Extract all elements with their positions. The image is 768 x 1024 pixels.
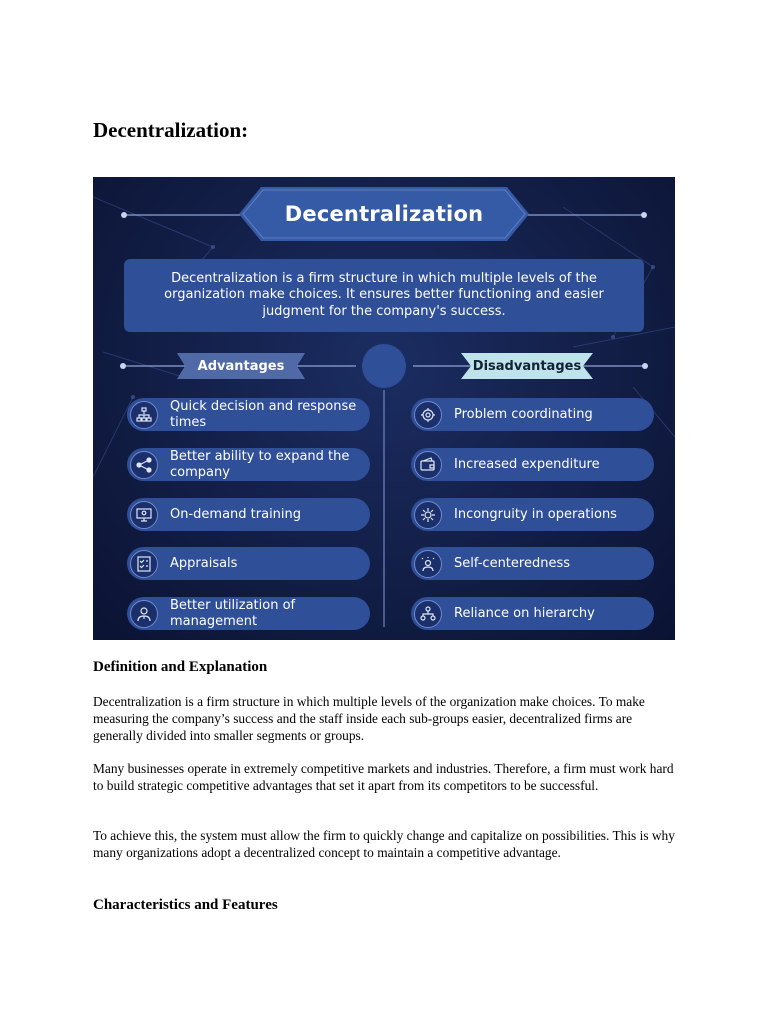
- disadvantage-label: Incongruity in operations: [454, 506, 617, 522]
- network-icon: [130, 451, 158, 479]
- advantages-label: Advantages: [197, 358, 285, 374]
- gear-people-icon: [414, 401, 442, 429]
- manager-icon: [130, 600, 158, 628]
- person-stars-icon: [414, 550, 442, 578]
- cog-icon: [414, 501, 442, 529]
- decentralization-infographic: [93, 177, 675, 640]
- paragraph: Many businesses operate in extremely competitive markets and industries. Therefore, a firm must work hard to build strategic competitive advantages that set it apart from its competitors to be successful.: [93, 761, 674, 793]
- advantage-item: [127, 498, 370, 531]
- checklist-icon: [130, 550, 158, 578]
- infographic-intro: Decentralization is a firm structure in which multiple levels of the organization make choices. It ensures better functioning and easier judgment for the company's success.: [124, 259, 644, 332]
- advantage-item: [127, 398, 370, 431]
- disadvantage-item: [411, 448, 654, 481]
- paragraph: To achieve this, the system must allow the firm to quickly change and capitalize on possibilities. This is why many organizations adopt a decentralized concept to maintain a competitive advantage.: [93, 828, 675, 860]
- disadvantage-item: [411, 498, 654, 531]
- presentation-icon: [130, 501, 158, 529]
- disadvantage-item: [411, 547, 654, 580]
- section-heading: Definition and Explanation: [93, 659, 268, 675]
- org-chart-icon: [414, 600, 442, 628]
- infographic-title: Decentralization: [284, 202, 484, 226]
- hierarchy-icon: [130, 401, 158, 429]
- disadvantage-item: [411, 398, 654, 431]
- wallet-icon: [414, 451, 442, 479]
- document-title: Decentralization:: [93, 118, 249, 142]
- advantage-item: [127, 547, 370, 580]
- disadvantage-label: Problem coordinating: [454, 406, 593, 422]
- advantage-label: Better utilization of management: [170, 597, 296, 629]
- advantage-label: Appraisals: [170, 555, 238, 571]
- advantage-label: Better ability to expand the company: [170, 448, 350, 480]
- disadvantage-label: Increased expenditure: [454, 456, 600, 472]
- paragraph: Decentralization is a firm structure in which multiple levels of the organization make choices. To make measuring the company’s success and the staff inside each sub-groups easier, decentralized firms are generally divided into smaller segments or groups.: [93, 694, 645, 743]
- disadvantage-label: Self-centeredness: [454, 555, 570, 571]
- disadvantage-label: Reliance on hierarchy: [454, 605, 595, 621]
- advantage-label: Quick decision and response times: [170, 398, 357, 430]
- advantage-label: On-demand training: [170, 506, 302, 522]
- advantage-item: [127, 448, 370, 481]
- disadvantage-item: [411, 597, 654, 630]
- section-heading: Characteristics and Features: [93, 897, 278, 913]
- advantage-item: [127, 597, 370, 630]
- disadvantages-label: Disadvantages: [472, 358, 582, 374]
